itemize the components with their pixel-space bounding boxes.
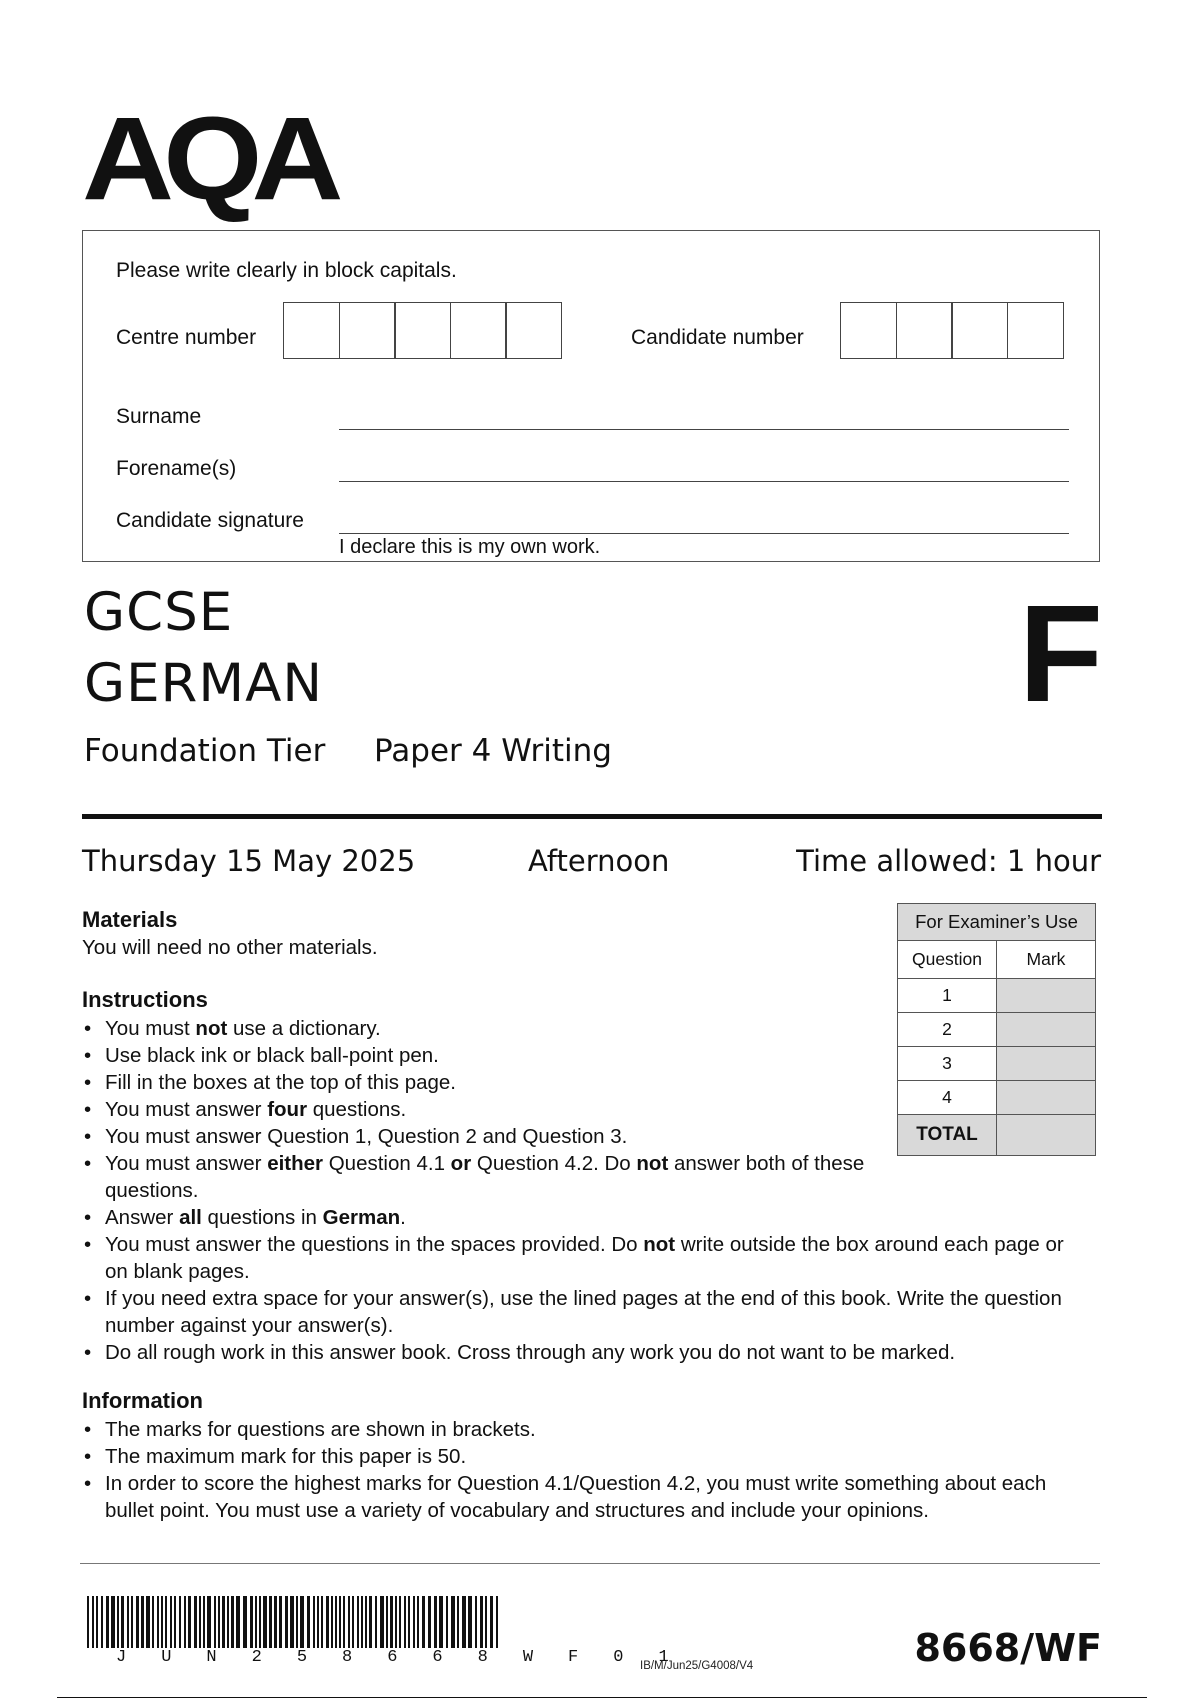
instruction-text: You must answer	[105, 1098, 268, 1121]
barcode-bar	[92, 1596, 94, 1648]
centre-number-digit-box[interactable]	[339, 302, 396, 359]
candidate-number-digit-box[interactable]	[840, 302, 897, 359]
materials-text: You will need no other materials.	[82, 936, 378, 959]
barcode-bar	[203, 1596, 205, 1648]
barcode-bar	[101, 1596, 103, 1648]
barcode-bar	[231, 1596, 234, 1648]
barcode-bar	[96, 1596, 98, 1648]
barcode-bar	[404, 1596, 406, 1648]
question-number: 2	[898, 1013, 997, 1047]
examiner-table-title: For Examiner’s Use	[898, 904, 1096, 941]
barcode-bar	[434, 1596, 437, 1648]
barcode-bar	[127, 1596, 129, 1648]
instruction-emphasis: all	[179, 1206, 202, 1229]
tier-label: Foundation Tier	[84, 733, 326, 769]
barcode-bar	[285, 1596, 288, 1648]
barcode-bar	[369, 1596, 372, 1648]
information-item: • The marks for questions are shown in brackets.	[82, 1416, 1082, 1443]
barcode-bar	[422, 1596, 425, 1648]
barcode-bar	[170, 1596, 172, 1648]
barcode-bar	[475, 1596, 477, 1648]
instruction-text: Fill in the boxes at the top of this page.	[105, 1071, 456, 1094]
barcode-bar	[214, 1596, 216, 1648]
examiner-use-table	[897, 903, 1096, 1156]
barcode-bar	[352, 1596, 354, 1648]
instruction-emphasis: not	[195, 1017, 228, 1040]
signature-field[interactable]	[339, 533, 1069, 534]
barcode-bar	[480, 1596, 483, 1648]
instruction-item	[82, 1339, 1072, 1366]
barcode-bar	[408, 1596, 410, 1648]
paper-code: 8668/WF	[914, 1626, 1102, 1670]
barcode-bar	[468, 1596, 472, 1648]
surname-field[interactable]	[339, 429, 1069, 430]
qualification-title: GCSE	[84, 582, 234, 643]
barcode-bar	[339, 1596, 341, 1648]
instruction-text: Do all rough work in this answer book. Cross through any work you do not want to be marked.	[105, 1341, 956, 1364]
instruction-text: You must answer Question 1, Question 2 and Question 3.	[105, 1125, 628, 1148]
signature-label: Candidate signature	[116, 509, 304, 532]
instruction-text: answer both of these questions.	[105, 1152, 865, 1202]
barcode-bar	[428, 1596, 431, 1648]
barcode-bar	[439, 1596, 443, 1648]
barcode-bar	[326, 1596, 329, 1648]
centre-number-boxes[interactable]	[283, 302, 562, 359]
instruction-emphasis: or	[450, 1152, 472, 1175]
candidate-details-box	[82, 230, 1100, 562]
barcode	[87, 1596, 501, 1648]
barcode-bar	[496, 1596, 498, 1648]
divider-thick	[82, 814, 1102, 819]
instruction-text: .	[400, 1206, 406, 1229]
mark-cell	[997, 1047, 1096, 1081]
barcode-bar	[417, 1596, 419, 1648]
barcode-bar	[199, 1596, 201, 1648]
barcode-bar	[157, 1596, 159, 1648]
exam-date: Thursday 15 May 2025	[82, 844, 416, 878]
instruction-item	[82, 1204, 1072, 1231]
barcode-text: J U N 2 5 8 6 6 8 W F 0 1	[116, 1648, 682, 1667]
barcode-bar	[451, 1596, 455, 1648]
mark-column-header: Mark	[997, 941, 1096, 979]
barcode-bar	[375, 1596, 377, 1648]
instruction-text: You must	[105, 1017, 196, 1040]
instruction-emphasis: either	[267, 1152, 324, 1175]
forename-label: Forename(s)	[116, 457, 237, 480]
forename-field[interactable]	[339, 481, 1069, 482]
barcode-bar	[274, 1596, 277, 1648]
barcode-bar	[380, 1596, 384, 1648]
barcode-bar	[136, 1596, 139, 1648]
instruction-item	[82, 1231, 1072, 1285]
barcode-bar	[290, 1596, 294, 1648]
divider-thin	[80, 1563, 1100, 1564]
barcode-bar	[227, 1596, 229, 1648]
barcode-bar	[184, 1596, 186, 1648]
barcode-bar	[165, 1596, 167, 1648]
barcode-bar	[259, 1596, 261, 1648]
barcode-bar	[365, 1596, 367, 1648]
information-list	[82, 1416, 1082, 1524]
barcode-bar	[194, 1596, 197, 1648]
barcode-bar	[335, 1596, 337, 1648]
barcode-bar	[179, 1596, 181, 1648]
barcode-bar	[243, 1596, 247, 1648]
mark-cell	[997, 1081, 1096, 1115]
exam-session: Afternoon	[528, 844, 670, 878]
barcode-bar	[263, 1596, 267, 1648]
barcode-bar	[207, 1596, 211, 1648]
barcode-bar	[106, 1596, 109, 1648]
candidate-number-digit-box[interactable]	[896, 302, 953, 359]
barcode-bar	[413, 1596, 415, 1648]
instruction-text: You must answer	[105, 1152, 268, 1175]
barcode-bar	[117, 1596, 119, 1648]
total-label: TOTAL	[898, 1115, 997, 1156]
barcode-bar	[399, 1596, 401, 1648]
instruction-item	[82, 1150, 885, 1204]
barcode-bar	[446, 1596, 448, 1648]
barcode-bar	[269, 1596, 272, 1648]
instruction-text: You must answer the questions in the spaces provided. Do	[105, 1233, 644, 1256]
instruction-text: write outside the box around each page or on blank pages.	[105, 1233, 1064, 1283]
barcode-bar	[357, 1596, 359, 1648]
barcode-bar	[141, 1596, 144, 1648]
question-number: 1	[898, 979, 997, 1013]
centre-number-digit-box[interactable]	[283, 302, 340, 359]
barcode-bar	[395, 1596, 397, 1648]
instruction-item	[82, 1285, 1072, 1339]
barcode-bar	[121, 1596, 124, 1648]
document-reference: IB/M/Jun25/G4008/V4	[640, 1660, 754, 1672]
block-capitals-instruction: Please write clearly in block capitals.	[116, 259, 457, 282]
barcode-bar	[300, 1596, 304, 1648]
instruction-text: Question 4.1	[323, 1152, 451, 1175]
instruction-text: questions.	[307, 1098, 407, 1121]
instruction-emphasis: four	[267, 1098, 308, 1121]
instruction-text: Use black ink or black ball-point pen.	[105, 1044, 439, 1067]
centre-number-label: Centre number	[116, 326, 257, 349]
centre-number-digit-box[interactable]	[394, 302, 451, 359]
barcode-bar	[485, 1596, 487, 1648]
barcode-bar	[236, 1596, 240, 1648]
instruction-text: Answer	[105, 1206, 180, 1229]
barcode-bar	[255, 1596, 257, 1648]
barcode-bar	[386, 1596, 388, 1648]
barcode-bar	[161, 1596, 163, 1648]
information-item: • The maximum mark for this paper is 50.	[82, 1443, 1082, 1470]
materials-heading: Materials	[82, 907, 178, 932]
instruction-emphasis: not	[636, 1152, 669, 1175]
barcode-bar	[111, 1596, 115, 1648]
barcode-bar	[343, 1596, 345, 1648]
instruction-text: use a dictionary.	[227, 1017, 381, 1040]
candidate-number-boxes[interactable]	[840, 302, 1064, 359]
question-column-header: Question	[898, 941, 997, 979]
information-item: • In order to score the highest marks for Question 4.1/Question 4.2, you must write something about each bullet point. You must use a variety of vocabulary and structures and include your opinions.	[82, 1470, 1082, 1524]
barcode-bar	[490, 1596, 493, 1648]
barcode-bar	[457, 1596, 459, 1648]
barcode-bar	[313, 1596, 315, 1648]
instruction-emphasis: German	[322, 1206, 401, 1229]
instruction-text: If you need extra space for your answer(s), use the lined pages at the end of this book. Write the question number against your answer(s).	[105, 1287, 1062, 1337]
divider-bottom	[57, 1697, 1147, 1698]
barcode-bar	[296, 1596, 298, 1648]
question-number: 3	[898, 1047, 997, 1081]
instruction-emphasis: not	[643, 1233, 676, 1256]
instructions-heading: Instructions	[82, 987, 208, 1012]
barcode-bar	[152, 1596, 154, 1648]
barcode-bar	[174, 1596, 176, 1648]
barcode-bar	[250, 1596, 253, 1648]
mark-cell	[997, 979, 1096, 1013]
barcode-bar	[348, 1596, 350, 1648]
declaration-text: I declare this is my own work.	[339, 536, 601, 558]
paper-label: Paper 4 Writing	[374, 733, 612, 769]
tier-letter: F	[1018, 577, 1103, 731]
barcode-bar	[188, 1596, 191, 1648]
centre-number-digit-box[interactable]	[505, 302, 562, 359]
aqa-logo: AQA	[82, 93, 333, 225]
barcode-bar	[87, 1596, 89, 1648]
barcode-bar	[462, 1596, 466, 1648]
barcode-bar	[361, 1596, 363, 1648]
barcode-bar	[317, 1596, 319, 1648]
centre-number-digit-box[interactable]	[450, 302, 507, 359]
barcode-bar	[131, 1596, 133, 1648]
barcode-bar	[218, 1596, 220, 1648]
information-heading: Information	[82, 1388, 203, 1413]
subject-title: GERMAN	[84, 653, 324, 714]
total-mark-cell	[997, 1115, 1096, 1156]
barcode-bar	[390, 1596, 393, 1648]
barcode-bar	[279, 1596, 282, 1648]
barcode-bar	[321, 1596, 323, 1648]
instruction-text: questions in	[201, 1206, 323, 1229]
surname-label: Surname	[116, 405, 202, 428]
barcode-bar	[146, 1596, 150, 1648]
barcode-bar	[307, 1596, 310, 1648]
time-allowed: Time allowed: 1 hour	[796, 844, 1101, 878]
instruction-text: Question 4.2. Do	[471, 1152, 637, 1175]
candidate-number-digit-box[interactable]	[951, 302, 1008, 359]
candidate-number-label: Candidate number	[631, 326, 804, 349]
mark-cell	[997, 1013, 1096, 1047]
barcode-bar	[331, 1596, 333, 1648]
question-number: 4	[898, 1081, 997, 1115]
candidate-number-digit-box[interactable]	[1007, 302, 1064, 359]
barcode-bar	[222, 1596, 225, 1648]
